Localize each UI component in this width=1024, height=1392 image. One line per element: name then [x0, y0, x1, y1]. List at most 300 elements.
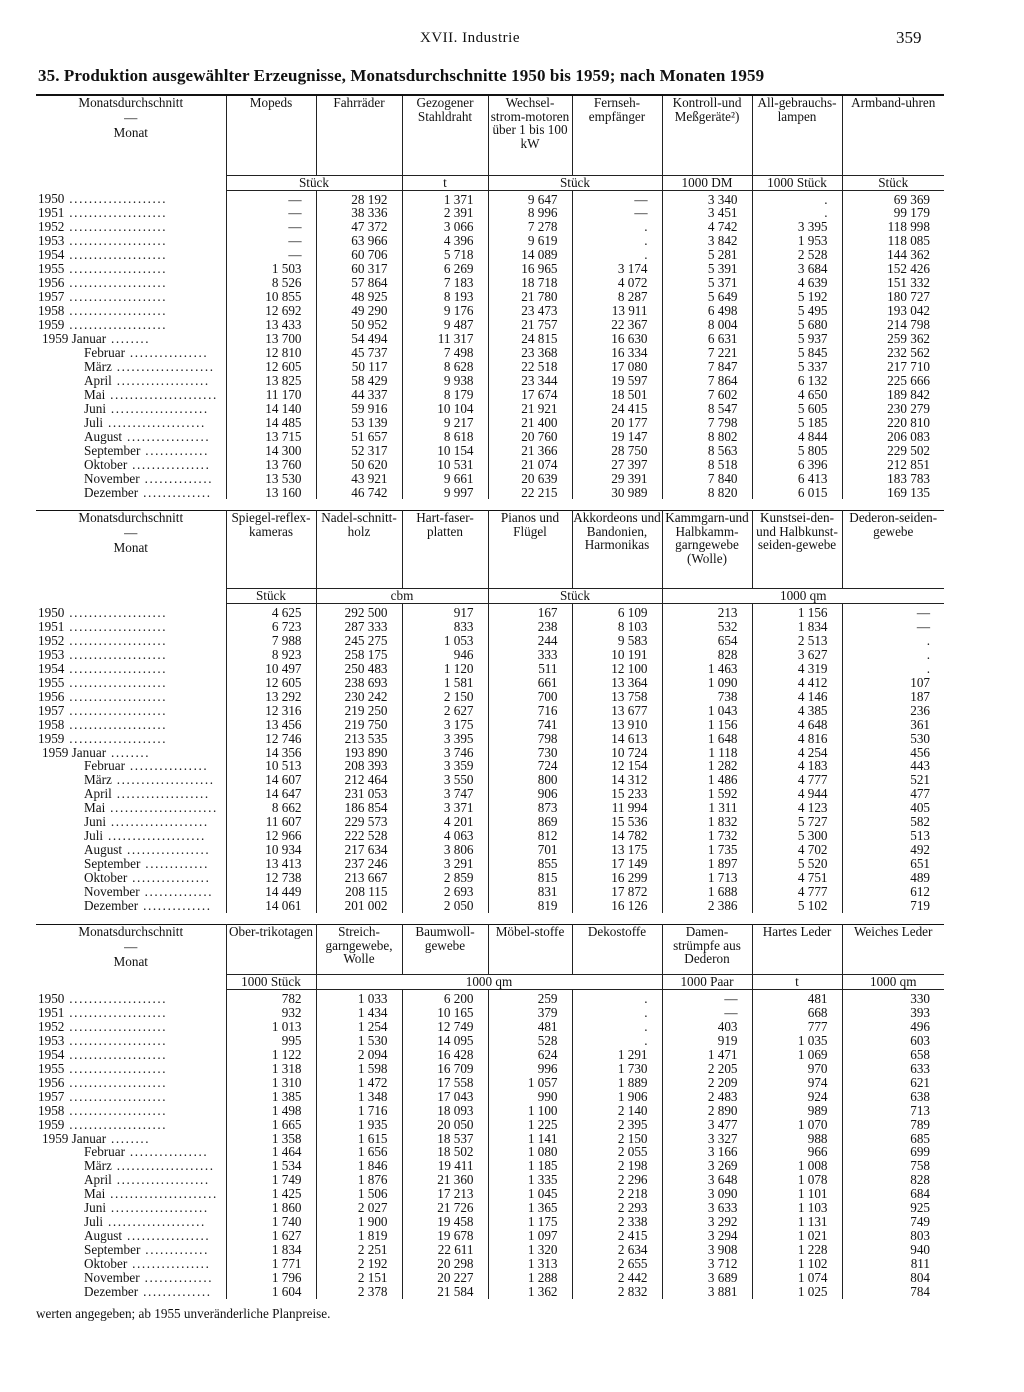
table-cell: 1 486: [662, 773, 752, 787]
table-cell: 1 025: [752, 1285, 842, 1299]
row-label: 1954 ....................: [38, 1047, 168, 1062]
table-cell: 1 598: [316, 1062, 402, 1076]
table-cell: 2 890: [662, 1104, 752, 1118]
table-row: [36, 620, 944, 634]
table-cell: 4 777: [752, 885, 842, 899]
column-header: Kammgarn-und Halbkamm-garngewebe (Wolle): [662, 511, 752, 589]
table-cell: 3 269: [662, 1159, 752, 1173]
table-row: [36, 1243, 944, 1257]
row-label: 1957 ....................: [38, 703, 168, 718]
table-cell: 2 442: [572, 1271, 662, 1285]
table-cell: 1 615: [316, 1132, 402, 1146]
table-cell: 14 613: [572, 732, 662, 746]
table-cell: 2 192: [316, 1257, 402, 1271]
table-cell: 18 501: [572, 388, 662, 402]
table-cell: 5 185: [752, 416, 842, 430]
table-row: [36, 871, 944, 885]
table-cell: 1 131: [752, 1215, 842, 1229]
column-header: Fernseh-empfänger: [572, 95, 662, 175]
table-cell: 14 140: [226, 402, 316, 416]
table-cell: 1 819: [316, 1229, 402, 1243]
table-row: [36, 220, 944, 234]
table-cell: 684: [842, 1187, 944, 1201]
table-row: [36, 704, 944, 718]
table-cell: 16 299: [572, 871, 662, 885]
table-cell: 10 513: [226, 759, 316, 773]
table-row: [36, 1145, 944, 1159]
table-cell: 1 627: [226, 1229, 316, 1243]
table-cell: 3 842: [662, 234, 752, 248]
table-cell: 3 066: [402, 220, 488, 234]
table-cell: 12 749: [402, 1020, 488, 1034]
table-row: [36, 1215, 944, 1229]
table-cell: 152 426: [842, 262, 944, 276]
table-cell: 3 633: [662, 1201, 752, 1215]
table-row: [36, 248, 944, 262]
table-cell: 2 483: [662, 1090, 752, 1104]
table-cell: 811: [842, 1257, 944, 1271]
row-label: 1953 ....................: [38, 647, 168, 662]
table-cell: 330: [842, 990, 944, 1006]
table-cell: 1 503: [226, 262, 316, 276]
table-cell: 6 413: [752, 472, 842, 486]
row-label: November ..............: [84, 1271, 214, 1286]
table-cell: 1 057: [488, 1076, 572, 1090]
table-cell: 699: [842, 1145, 944, 1159]
row-label: 1958 ....................: [38, 1103, 168, 1118]
table-cell: 511: [488, 662, 572, 676]
column-header: Gezogener Stahldraht: [402, 95, 488, 175]
table-cell: 43 921: [316, 472, 402, 486]
table-cell: 236: [842, 704, 944, 718]
table-cell: 7 221: [662, 346, 752, 360]
table-cell: 1 834: [752, 620, 842, 634]
table-cell: 713: [842, 1104, 944, 1118]
stub-header-line2: Monat: [113, 954, 148, 969]
table-cell: 8 563: [662, 444, 752, 458]
table-cell: 1 035: [752, 1034, 842, 1048]
table-cell: 7 840: [662, 472, 752, 486]
table-cell: 5 805: [752, 444, 842, 458]
row-label: 1951 ....................: [38, 1005, 168, 1020]
row-label: Oktober ................: [84, 1257, 211, 1272]
table-cell: 19 597: [572, 374, 662, 388]
row-label: November ..............: [84, 885, 214, 900]
table-block-3: [36, 924, 944, 1299]
table-cell: 730: [488, 746, 572, 760]
table-cell: 4 183: [752, 759, 842, 773]
table-cell: 1 311: [662, 801, 752, 815]
table-cell: 1 090: [662, 676, 752, 690]
row-label: Juni ....................: [84, 815, 209, 830]
table-cell: 2 293: [572, 1201, 662, 1215]
table-cell: 8 996: [488, 206, 572, 220]
page-number: 359: [896, 28, 922, 47]
table-cell: 3 689: [662, 1271, 752, 1285]
table-cell: 798: [488, 732, 572, 746]
table-cell: 14 312: [572, 773, 662, 787]
stub-header-dash: —: [124, 939, 138, 954]
table-row: [36, 787, 944, 801]
table-cell: 1 834: [226, 1243, 316, 1257]
row-label: 1950 ....................: [38, 605, 168, 620]
table-row: [36, 857, 944, 871]
table-cell: 405: [842, 801, 944, 815]
table-cell: 169 135: [842, 486, 944, 500]
table-row: [36, 1285, 944, 1299]
table-cell: 2 205: [662, 1062, 752, 1076]
table-cell: 5 718: [402, 248, 488, 262]
table-cell: 8 103: [572, 620, 662, 634]
unit-label: Stück: [488, 175, 662, 190]
table-cell: 180 727: [842, 290, 944, 304]
row-label: April ...................: [84, 1173, 210, 1188]
table-cell: 230 279: [842, 402, 944, 416]
table-cell: 14 089: [488, 248, 572, 262]
table-cell: 12 316: [226, 704, 316, 718]
section-title: XVII. Industrie: [420, 30, 520, 46]
table-cell: 1 935: [316, 1118, 402, 1132]
table-cell: 5 727: [752, 815, 842, 829]
table-cell: 4 742: [662, 220, 752, 234]
table-cell: 7 847: [662, 360, 752, 374]
row-label: April ...................: [84, 787, 210, 802]
table-cell: 167: [488, 604, 572, 620]
table-cell: 9 661: [402, 472, 488, 486]
table-cell: 208 393: [316, 759, 402, 773]
table-cell: 719: [842, 899, 944, 913]
table-row: [36, 829, 944, 843]
stub-header: [36, 511, 226, 589]
table-cell: 16 630: [572, 332, 662, 346]
table-cell: 1 371: [402, 190, 488, 206]
row-label: 1957 ....................: [38, 1089, 168, 1104]
table-cell: 2 627: [402, 704, 488, 718]
table-cell: 4 254: [752, 746, 842, 760]
table-row: [36, 843, 944, 857]
table-cell: 14 607: [226, 773, 316, 787]
table-cell: 14 449: [226, 885, 316, 899]
table-cell: 2 055: [572, 1145, 662, 1159]
table-cell: 2 395: [572, 1118, 662, 1132]
table-cell: 13 677: [572, 704, 662, 718]
table-cell: 668: [752, 1006, 842, 1020]
table-cell: 2 251: [316, 1243, 402, 1257]
table-cell: 2 378: [316, 1285, 402, 1299]
table-cell: 4 412: [752, 676, 842, 690]
table-row: [36, 1132, 944, 1146]
table-cell: 2 415: [572, 1229, 662, 1243]
row-label: März ....................: [84, 773, 215, 788]
table-cell: 804: [842, 1271, 944, 1285]
table-row: [36, 1271, 944, 1285]
table-cell: 7 498: [402, 346, 488, 360]
column-header: Damen-strümpfe aus Dederon: [662, 925, 752, 975]
table-cell: 3 477: [662, 1118, 752, 1132]
table-cell: 8 618: [402, 430, 488, 444]
table-cell: 1 288: [488, 1271, 572, 1285]
table-cell: 11 994: [572, 801, 662, 815]
table-cell: 10 165: [402, 1006, 488, 1020]
table-cell: .: [572, 220, 662, 234]
table-row: [36, 746, 944, 760]
table-cell: 214 798: [842, 318, 944, 332]
table-cell: 16 126: [572, 899, 662, 913]
table-cell: 6 200: [402, 990, 488, 1006]
table-cell: 1 730: [572, 1062, 662, 1076]
row-label: April ...................: [84, 373, 210, 388]
table-cell: 3 291: [402, 857, 488, 871]
table-cell: 46 742: [316, 486, 402, 500]
table-cell: 11 607: [226, 815, 316, 829]
table-cell: 1 425: [226, 1187, 316, 1201]
table-cell: 393: [842, 1006, 944, 1020]
table-cell: 873: [488, 801, 572, 815]
table-cell: —: [226, 234, 316, 248]
table-cell: 30 989: [572, 486, 662, 500]
table-cell: 238: [488, 620, 572, 634]
row-label: Mai ......................: [84, 387, 218, 402]
table-cell: 12 692: [226, 304, 316, 318]
table-cell: 14 356: [226, 746, 316, 760]
table-cell: 7 183: [402, 276, 488, 290]
table-cell: 1 796: [226, 1271, 316, 1285]
row-label: 1954 ....................: [38, 248, 168, 263]
table-cell: 21 921: [488, 402, 572, 416]
table-cell: 1 530: [316, 1034, 402, 1048]
table-cell: 17 872: [572, 885, 662, 899]
table-cell: 15 536: [572, 815, 662, 829]
table-cell: 489: [842, 871, 944, 885]
row-label: Dezember ..............: [84, 1285, 212, 1299]
table-cell: 38 336: [316, 206, 402, 220]
table-cell: 219 250: [316, 704, 402, 718]
table-cell: 940: [842, 1243, 944, 1257]
table-cell: .: [572, 234, 662, 248]
table-cell: 17 674: [488, 388, 572, 402]
row-label: 1951 ....................: [38, 206, 168, 221]
table-cell: 24 815: [488, 332, 572, 346]
table-cell: 741: [488, 718, 572, 732]
row-label: Februar ................: [84, 1145, 209, 1160]
table-cell: 612: [842, 885, 944, 899]
table-cell: 1 101: [752, 1187, 842, 1201]
unit-label: 1000 Stück: [226, 975, 316, 990]
table-cell: 151 332: [842, 276, 944, 290]
table-cell: .: [572, 1020, 662, 1034]
table-row: [36, 1076, 944, 1090]
row-label: 1956 ....................: [38, 689, 168, 704]
table-cell: 3 395: [752, 220, 842, 234]
row-label: 1952 ....................: [38, 633, 168, 648]
table-cell: 20 177: [572, 416, 662, 430]
table-row: [36, 990, 944, 1006]
table-cell: .: [752, 206, 842, 220]
table-cell: 5 495: [752, 304, 842, 318]
table-cell: 4 123: [752, 801, 842, 815]
table-cell: 13 700: [226, 332, 316, 346]
table-cell: 292 500: [316, 604, 402, 620]
column-header: Dekostoffe: [572, 925, 662, 975]
table-cell: 700: [488, 690, 572, 704]
table-cell: 1 074: [752, 1271, 842, 1285]
table-cell: 5 520: [752, 857, 842, 871]
table-cell: 225 666: [842, 374, 944, 388]
table-cell: 6 132: [752, 374, 842, 388]
table-cell: 621: [842, 1076, 944, 1090]
table-cell: 4 777: [752, 773, 842, 787]
table-cell: 3 712: [662, 1257, 752, 1271]
table-cell: 250 483: [316, 662, 402, 676]
table-cell: 828: [662, 648, 752, 662]
column-header: Dederon-seiden-gewebe: [842, 511, 944, 589]
table-row: [36, 1034, 944, 1048]
table-cell: 532: [662, 620, 752, 634]
table-cell: 2 338: [572, 1215, 662, 1229]
running-head: [0, 28, 1024, 50]
table-cell: 189 842: [842, 388, 944, 402]
table-cell: 624: [488, 1048, 572, 1062]
unit-label: Stück: [488, 589, 662, 604]
table-cell: 8 628: [402, 360, 488, 374]
row-label: Juni ....................: [84, 401, 209, 416]
row-label: September .............: [84, 1243, 209, 1258]
table-cell: 333: [488, 648, 572, 662]
stub-header-dash: —: [124, 110, 138, 125]
table-cell: 1 358: [226, 1132, 316, 1146]
table-cell: 18 718: [488, 276, 572, 290]
table-cell: 21 757: [488, 318, 572, 332]
table-cell: 477: [842, 787, 944, 801]
column-header: Spiegel-reflex-kameras: [226, 511, 316, 589]
table-row: [36, 430, 944, 444]
table-cell: 974: [752, 1076, 842, 1090]
table-cell: 3 174: [572, 262, 662, 276]
table-row: [36, 444, 944, 458]
table-cell: 2 050: [402, 899, 488, 913]
table-cell: 8 518: [662, 458, 752, 472]
table-cell: 1 078: [752, 1173, 842, 1187]
table-cell: 1 385: [226, 1090, 316, 1104]
table-cell: 45 737: [316, 346, 402, 360]
table-row: [36, 1020, 944, 1034]
row-label: Juni ....................: [84, 1201, 209, 1216]
table-cell: 2 027: [316, 1201, 402, 1215]
table-cell: 12 605: [226, 360, 316, 374]
table-cell: 183 783: [842, 472, 944, 486]
row-label: Mai ......................: [84, 801, 218, 816]
table-cell: 8 287: [572, 290, 662, 304]
table-cell: 1 102: [752, 1257, 842, 1271]
table-cell: 1 897: [662, 857, 752, 871]
table-cell: 58 429: [316, 374, 402, 388]
table-cell: 8 923: [226, 648, 316, 662]
table-cell: 530: [842, 732, 944, 746]
table-cell: 3 340: [662, 190, 752, 206]
table-cell: 481: [752, 990, 842, 1006]
table-cell: 17 043: [402, 1090, 488, 1104]
table-cell: 4 385: [752, 704, 842, 718]
table-cell: 13 825: [226, 374, 316, 388]
table-cell: 213 535: [316, 732, 402, 746]
table-cell: 2 693: [402, 885, 488, 899]
table-cell: 1 732: [662, 829, 752, 843]
table-cell: 1 080: [488, 1145, 572, 1159]
table-cell: 6 396: [752, 458, 842, 472]
table-cell: 716: [488, 704, 572, 718]
table-cell: 1 141: [488, 1132, 572, 1146]
table-cell: 3 175: [402, 718, 488, 732]
table-cell: 3 327: [662, 1132, 752, 1146]
row-label: Februar ................: [84, 345, 209, 360]
table-cell: 1 097: [488, 1229, 572, 1243]
table-row: [36, 458, 944, 472]
table-cell: 513: [842, 829, 944, 843]
table-cell: 784: [842, 1285, 944, 1299]
row-label: 1951 ....................: [38, 619, 168, 634]
row-label: 1953 ....................: [38, 234, 168, 249]
table-cell: 12 154: [572, 759, 662, 773]
table-cell: 815: [488, 871, 572, 885]
table-cell: 9 647: [488, 190, 572, 206]
table-cell: 2 150: [402, 690, 488, 704]
table-cell: 186 854: [316, 801, 402, 815]
table-cell: 4 751: [752, 871, 842, 885]
table-row: [36, 486, 944, 500]
table-cell: 8 547: [662, 402, 752, 416]
table-cell: 5 649: [662, 290, 752, 304]
column-header: Baumwoll-gewebe: [402, 925, 488, 975]
table-cell: 1 313: [488, 1257, 572, 1271]
table-cell: 1 463: [662, 662, 752, 676]
table-cell: 906: [488, 787, 572, 801]
table-cell: 1 900: [316, 1215, 402, 1229]
table-block-2: [36, 510, 944, 913]
table-cell: 16 709: [402, 1062, 488, 1076]
unit-label: 1000 Paar: [662, 975, 752, 990]
row-label: 1959 ....................: [38, 731, 168, 746]
table-cell: 5 281: [662, 248, 752, 262]
column-header: Ober-trikotagen: [226, 925, 316, 975]
table-cell: 2 386: [662, 899, 752, 913]
table-cell: 7 798: [662, 416, 752, 430]
table-cell: 54 494: [316, 332, 402, 346]
table-row: [36, 732, 944, 746]
table-cell: 13 530: [226, 472, 316, 486]
table-cell: 1 008: [752, 1159, 842, 1173]
row-label: Juli ....................: [84, 415, 206, 430]
table-cell: 1 070: [752, 1118, 842, 1132]
column-header: Nadel-schnitt-holz: [316, 511, 402, 589]
table-cell: 19 458: [402, 1215, 488, 1229]
table-cell: 1 953: [752, 234, 842, 248]
table-cell: 1 832: [662, 815, 752, 829]
table-cell: 10 855: [226, 290, 316, 304]
table-row: [36, 634, 944, 648]
table-cell: 17 558: [402, 1076, 488, 1090]
table-cell: 1 506: [316, 1187, 402, 1201]
unit-label: 1000 qm: [842, 975, 944, 990]
table-cell: 2 296: [572, 1173, 662, 1187]
stub-header-line2: Monat: [113, 125, 148, 140]
table-cell: 10 497: [226, 662, 316, 676]
row-label: August .................: [84, 1229, 211, 1244]
table-row: [36, 304, 944, 318]
table-cell: 2 513: [752, 634, 842, 648]
unit-label: cbm: [316, 589, 488, 604]
table-cell: 17 149: [572, 857, 662, 871]
table-cell: 16 334: [572, 346, 662, 360]
